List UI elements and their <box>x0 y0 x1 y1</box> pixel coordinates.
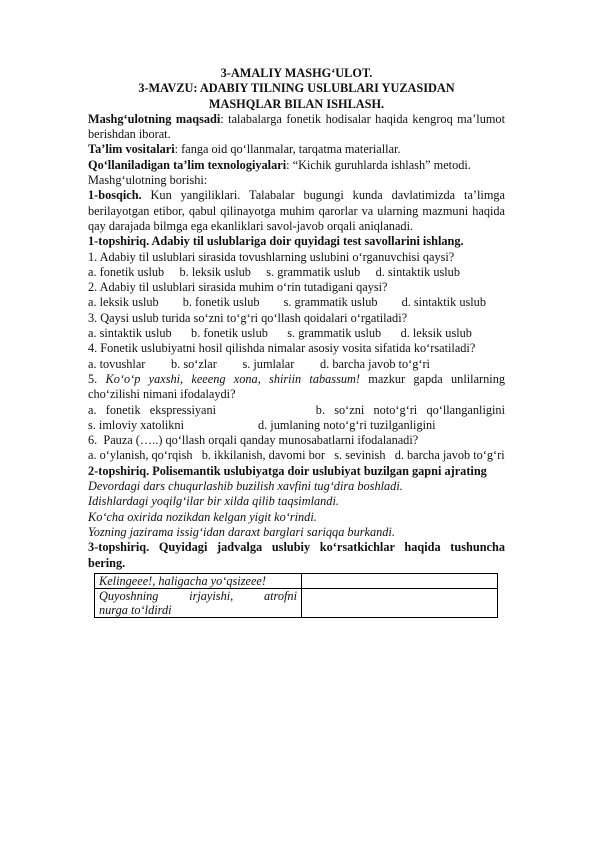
task2-sentence: Devordagi dars chuqurlashib buzilish xavfini tug‘dira boshladi. <box>88 479 403 494</box>
process-heading: Mashg‘ulotning borishi: <box>88 173 208 188</box>
option: a. fonetik uslub <box>88 264 165 279</box>
title-line-3: MASHQLAR BILAN ISHLASH. <box>208 96 385 111</box>
task2-sentence: Yozning jazirama issig‘idan daraxt barglari sariqqa burkandi. <box>88 524 395 539</box>
title-line-1: 3-AMALIY MASHG‘ULOT. <box>220 66 373 80</box>
question-4-options <box>88 357 430 372</box>
stage1-label: 1-bosqich. <box>88 188 142 203</box>
option: s. imloviy xatolikni <box>88 417 184 432</box>
tech-text: : “Kichik guruhlarda ishlash” metodi. <box>286 157 471 172</box>
table-cell-phrase-line: Quyoshning irjayishi, atrofni <box>99 588 297 603</box>
question-3: 3. Qaysi uslub turida so‘zni to‘g‘ri qo‘llash qoidalari o‘rgatiladi? <box>88 310 408 325</box>
question-6-options: a. o‘ylanish, qo‘rqish b. ikkilanish, davomi bor s. sevinish d. barcha javob to‘g‘ri <box>88 448 505 463</box>
table-row <box>95 573 498 588</box>
question-5-quote: Ko‘o‘p yaxshi, keeeng xona, shiriin tabassum! <box>105 371 360 386</box>
option: b. so‘zni noto‘g‘ri qo‘llanganligini <box>315 402 505 417</box>
task3-table <box>94 573 498 618</box>
option: b. fonetik uslub <box>182 295 260 310</box>
table-row <box>95 588 498 617</box>
option: d. leksik uslub <box>400 326 472 341</box>
tools-text: : fanga oid qo‘llanmalar, tarqatma materiallar. <box>174 142 401 157</box>
question-5-number: 5. <box>88 371 98 386</box>
option: a. sintaktik uslub <box>88 326 172 341</box>
question-2-options <box>88 295 486 310</box>
table-cell-phrase <box>95 588 302 617</box>
question-3-options <box>88 326 472 341</box>
tools-label: Ta’lim vositalari <box>88 142 175 157</box>
tech-label: Qo‘llaniladigan ta’lim texnologiyalari <box>88 157 287 172</box>
option: a. leksik uslub <box>88 295 159 310</box>
table-cell-answer[interactable] <box>302 573 498 588</box>
task1-heading: 1-topshiriq. Adabiy til uslublariga doir quyidagi test savollarini ishlang. <box>88 234 464 249</box>
task2-sentence: Idishlardagi yoqilg‘ilar bir xilda qilib taqsimlandi. <box>88 494 339 509</box>
task2-heading: 2-topshiriq. Polisemantik uslubiyatga doir uslubiyat buzilgan gapni ajrating <box>88 463 487 478</box>
table-cell-phrase-line: nurga to‘ldirdi <box>99 602 172 617</box>
option: d. sintaktik uslub <box>401 295 486 310</box>
title-line-2: 3-MAVZU: ADABIY TILNING USLUBLARI YUZASIDAN <box>138 81 455 96</box>
option: b. leksik uslub <box>179 264 251 279</box>
option: b. fonetik uslub <box>191 326 268 341</box>
option: b. so‘zlar <box>171 356 217 371</box>
question-1-options <box>88 265 460 280</box>
question-5 <box>88 372 505 403</box>
option: d. barcha javob to‘g‘ri <box>320 356 430 371</box>
table-cell-phrase: Kelingeee!, haligacha yo‘qsizeee! <box>95 573 302 588</box>
question-5-options-row-1 <box>88 403 505 418</box>
tech-paragraph <box>88 158 505 173</box>
question-1: 1. Adabiy til uslublari sirasida tovushlarning uslubini o‘rganuvchisi qaysi? <box>88 249 455 264</box>
question-6: 6. Pauza (…..) qo‘llash orqali qanday munosabatlarni ifodalanadi? <box>88 433 419 448</box>
stage1-text: Kun yangiliklari. Talabalar bugungi kunda davlatimizda ta’limga berilayotgan etibor, qabul qilinayotga muhim qarorlar va ularning mazmuni haqida qay darajada bilmga ega ekanliklari savol-javob orqali aniqlanadi. <box>88 188 505 233</box>
task2-sentence: Ko‘cha oxirida nozikdan kelgan yigit ko‘rindi. <box>88 509 317 524</box>
table-cell-answer[interactable] <box>302 588 498 617</box>
question-5-options-row-2 <box>88 418 505 433</box>
goal-text: : talabalarga fonetik hodisalar haqida kengroq ma’lumot berishdan iborat. <box>88 111 505 142</box>
option: s. grammatik uslub <box>283 295 378 310</box>
option: s. grammatik uslub <box>287 326 382 341</box>
goal-paragraph <box>88 112 505 143</box>
tools-paragraph <box>88 142 505 157</box>
stage1-paragraph <box>88 188 505 234</box>
option: d. sintaktik uslub <box>375 264 460 279</box>
task3-heading: 3-topshiriq. Quyidagi jadvalga uslubiy ko‘rsatkichlar haqida tushuncha bering. <box>88 540 505 570</box>
document-page <box>88 66 505 618</box>
question-2: 2. Adabiy til uslublari sirasida muhim o‘rin tutadigani qaysi? <box>88 280 388 295</box>
question-4: 4. Fonetik uslubiyatni hosil qilishda nimalar asosiy vosita sifatida ko‘rsatiladi? <box>88 341 476 356</box>
goal-label: Mashg‘ulotning maqsadi <box>88 111 221 126</box>
option: a. fonetik ekspressiyani <box>88 402 217 417</box>
option: s. grammatik uslub <box>266 264 361 279</box>
option: a. tovushlar <box>88 356 146 371</box>
option: s. jumlalar <box>242 356 295 371</box>
option: d. jumlaning noto‘g‘ri tuzilganligini <box>258 417 436 432</box>
question-5-text: mazkur gapda unlilarning cho‘zilishi nimani ifodalaydi? <box>88 371 505 402</box>
